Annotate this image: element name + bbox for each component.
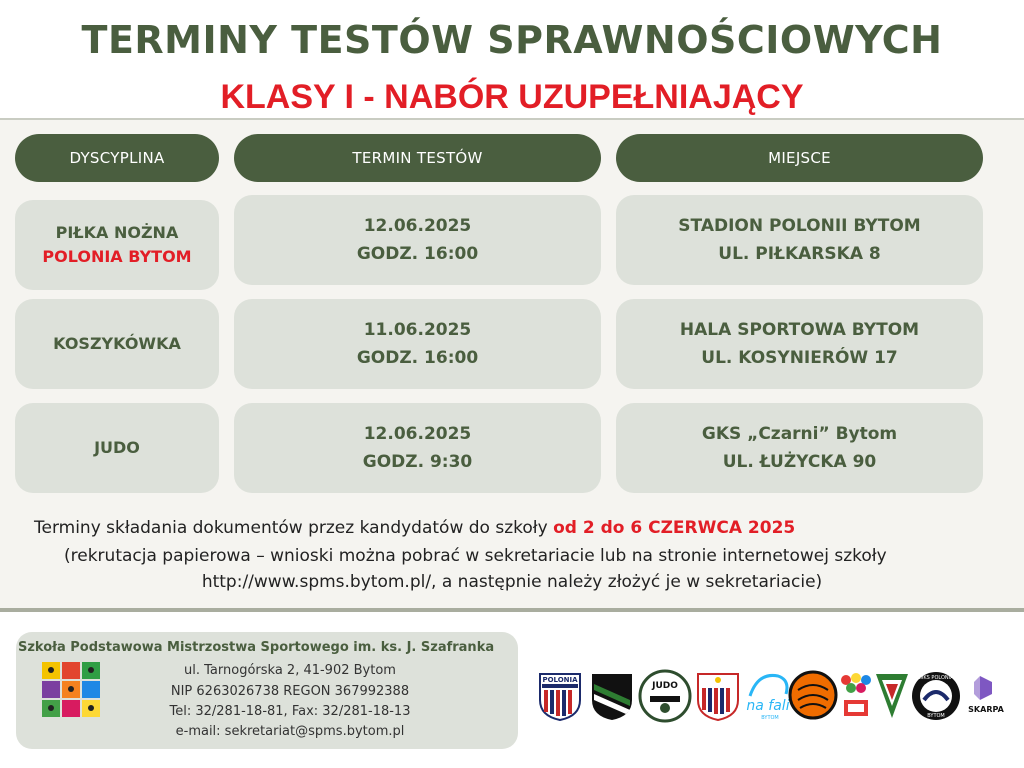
recruitment-note: (rekrutacja papierowa – wnioski można pobrać w sekretariacie lub na stronie internetowej szkoły xyxy=(64,546,887,566)
recruitment-note-link: http://www.spms.bytom.pl/, a następnie należy złożyć je w sekretariacie) xyxy=(201,572,823,592)
row-3-place: GKS „Czarni” Bytom xyxy=(701,424,898,444)
documents-deadline xyxy=(0,518,1024,538)
row-2-date-cell xyxy=(234,299,601,389)
row-1-time: GODZ. 16:00 xyxy=(356,244,479,264)
balloons-logo-icon xyxy=(836,670,876,722)
row-3-place-cell xyxy=(616,403,983,493)
school-email[interactable]: e-mail: sekretariat@spms.bytom.pl xyxy=(175,724,405,739)
na-fali-label: na fali xyxy=(746,698,790,714)
polonia-basketball-shield-icon xyxy=(696,670,740,722)
wks-polonia-logo-icon xyxy=(910,670,962,722)
page-title: TERMINY TESTÓW SPRAWNOŚCIOWYCH xyxy=(81,18,943,62)
row-1-date: 12.06.2025 xyxy=(363,216,472,236)
partner-logos xyxy=(530,664,1010,734)
column-header-place: MIEJSCE xyxy=(616,134,983,182)
row-2-place: HALA SPORTOWA BYTOM xyxy=(679,320,920,340)
green-white-red-shield-icon xyxy=(874,670,910,722)
polonia-label: POLONIA xyxy=(542,676,578,684)
green-black-shield-icon xyxy=(590,670,634,722)
row-2-address: UL. KOSYNIERÓW 17 xyxy=(701,348,898,368)
column-header-discipline: DYSCYPLINA xyxy=(15,134,219,182)
row-2-discipline-cell xyxy=(15,299,219,389)
row-1-discipline: PIŁKA NOŻNA xyxy=(55,223,179,242)
row-2-place-cell xyxy=(616,299,983,389)
row-1-address: UL. PIŁKARSKA 8 xyxy=(718,244,881,264)
school-name: Szkoła Podstawowa Mistrzostwa Sportowego im. ks. J. Szafranka xyxy=(18,640,495,655)
orange-club-logo-icon xyxy=(788,670,838,720)
school-phone: Tel: 32/281-18-81, Fax: 32/281-18-13 xyxy=(169,704,411,719)
row-3-discipline: JUDO xyxy=(94,438,140,457)
judo-label: JUDO xyxy=(652,681,678,691)
documents-deadline-text: Terminy składania dokumentów przez kandydatów do szkoły xyxy=(34,518,554,538)
na-fali-sub: BYTOM xyxy=(761,715,779,721)
school-address: ul. Tarnogórska 2, 41-902 Bytom xyxy=(184,663,396,678)
row-2-date: 11.06.2025 xyxy=(363,320,472,340)
wks-polonia-sub: BYTOM xyxy=(927,713,945,719)
row-3-date-cell xyxy=(234,403,601,493)
page-subtitle: KLASY I - NABÓR UZUPEŁNIAJĄCY xyxy=(220,78,804,116)
documents-deadline-dates: od 2 do 6 CZERWCA 2025 xyxy=(553,518,796,538)
skarpa-label: SKARPA xyxy=(968,705,1004,714)
row-1-place: STADION POLONII BYTOM xyxy=(678,216,921,236)
column-header-date: TERMIN TESTÓW xyxy=(234,134,601,182)
wks-polonia-label: WKS POLONIA xyxy=(918,675,954,681)
school-puzzle-logo-icon xyxy=(40,660,102,720)
polonia-bytom-shield-icon xyxy=(538,670,582,722)
row-3-discipline-cell xyxy=(15,403,219,493)
school-ids: NIP 6263026738 REGON 367992388 xyxy=(170,684,410,699)
row-2-discipline: KOSZYKÓWKA xyxy=(53,334,181,353)
row-2-time: GODZ. 16:00 xyxy=(356,348,479,368)
skarpa-logo-icon xyxy=(964,670,1008,722)
row-1-date-cell xyxy=(234,195,601,285)
row-1-discipline-club: POLONIA BYTOM xyxy=(42,247,192,266)
judo-club-logo-icon xyxy=(638,668,692,724)
divider xyxy=(0,608,1024,612)
row-1-discipline-cell xyxy=(15,200,219,290)
row-3-date: 12.06.2025 xyxy=(363,424,472,444)
row-3-time: GODZ. 9:30 xyxy=(362,452,473,472)
row-3-address: UL. ŁUŻYCKA 90 xyxy=(722,452,877,472)
row-1-place-cell xyxy=(616,195,983,285)
